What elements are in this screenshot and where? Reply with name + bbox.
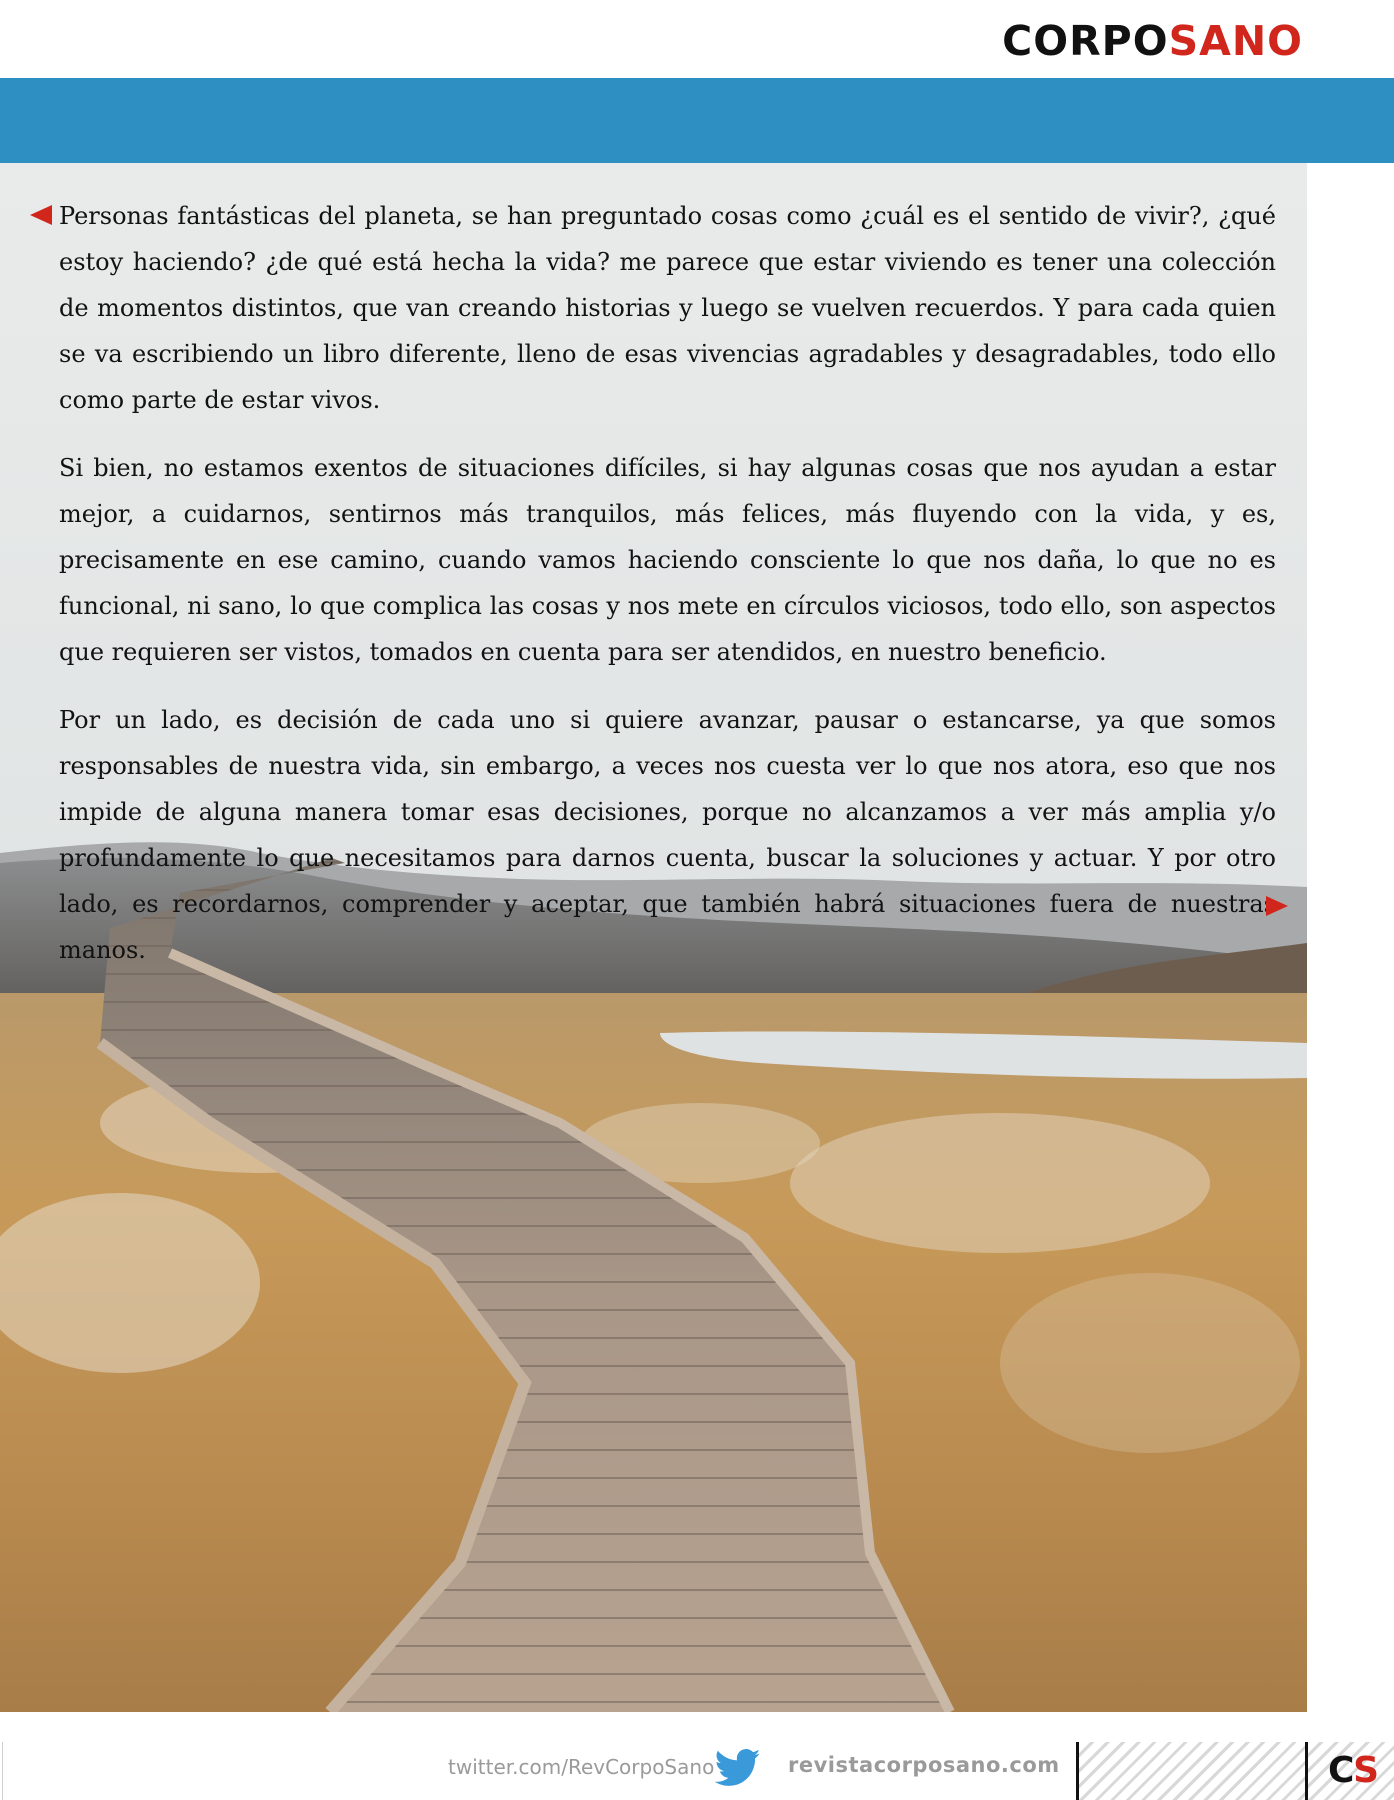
cs-logo-s: S — [1353, 1750, 1378, 1791]
logo-sano: SANO — [1168, 17, 1303, 65]
article-start-marker-icon — [30, 205, 52, 225]
footer-divider — [2, 1742, 3, 1800]
header-blue-band — [0, 78, 1394, 163]
article-end-marker-icon — [1266, 896, 1288, 916]
article-paragraph-2: Si bien, no estamos exentos de situaciones difíciles, si hay algunas cosas que nos ayudan a estar mejor, a cuidarnos, sentirnos más tranquilos, más felices, más fluyendo con la vida, y es, precisamente en ese camino, cuando vamos haciendo consciente lo que nos daña, lo que no es funcional, ni sano, lo que complica las cosas y nos mete en círculos viciosos, todo ello, son aspectos que requieren ser vistos, tomados en cuenta para ser atendidos, en nuestro beneficio. — [59, 454, 1276, 666]
footer-cs-badge — [1308, 1742, 1394, 1800]
corposano-logo — [1002, 18, 1303, 64]
article-paragraph-1: Personas fantásticas del planeta, se han preguntado cosas como ¿cuál es el sentido de vivir?, ¿qué estoy haciendo? ¿de qué está hecha la vida? me parece que estar viviendo es tener una colección de momentos distintos, que van creando historias y luego se vuelven recuerdos. Y para cada quien se va escribiendo un libro diferente, lleno de esas vivencias agradables y desagradables, todo ello como parte de estar vivos. — [59, 202, 1276, 414]
logo-corpo: CORPO — [1002, 17, 1169, 65]
article-body — [59, 193, 1276, 995]
article-paragraph-3: Por un lado, es decisión de cada uno si quiere avanzar, pausar o estancarse, ya que somos responsables de nuestra vida, sin embargo, a veces nos cuesta ver lo que nos atora, eso que nos impide de alguna manera tomar esas decisiones, porque no alcanzamos a ver más amplia y/o profundamente lo que necesitamos para darnos cuenta, buscar la soluciones y actuar. Y por otro lado, es recordarnos, comprender y aceptar, que también habrá situaciones fuera de nuestras manos. — [59, 706, 1276, 964]
twitter-bird-icon[interactable] — [715, 1748, 761, 1788]
boardwalk-landscape-photo — [0, 163, 1307, 1712]
twitter-link[interactable]: twitter.com/RevCorpoSano — [448, 1755, 715, 1779]
page-header — [0, 0, 1394, 78]
cs-logo-c: C — [1328, 1750, 1354, 1791]
footer-stripe-panel — [1076, 1742, 1308, 1800]
website-link[interactable]: revistacorposano.com — [788, 1753, 1060, 1777]
cs-logo — [1328, 1750, 1377, 1792]
page-footer — [0, 1712, 1394, 1800]
